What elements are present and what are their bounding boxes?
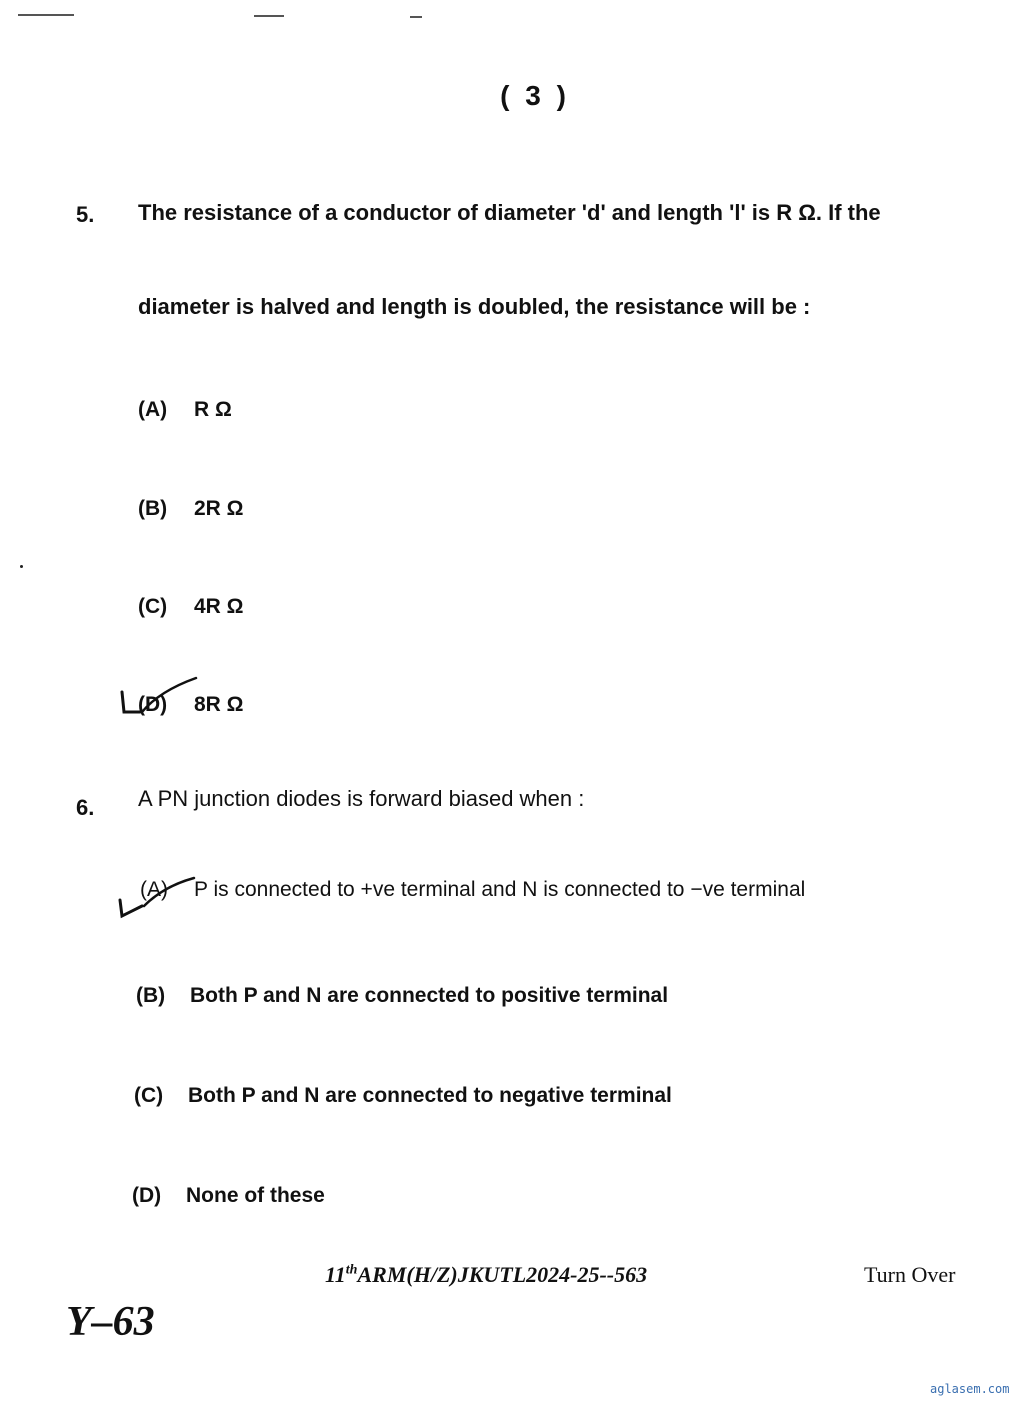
turn-over-text: Turn Over xyxy=(864,1262,956,1287)
option-text: None of these xyxy=(186,1184,325,1207)
option-text: P is connected to +ve terminal and N is connected to −ve terminal xyxy=(194,878,806,901)
question-text-line: diameter is halved and length is doubled, the resistance will be : xyxy=(138,294,811,319)
option-text: R Ω xyxy=(194,398,232,421)
option-text: 8R Ω xyxy=(194,693,244,716)
paper-code-sup: th xyxy=(345,1262,358,1278)
option-label: (D) xyxy=(132,1184,162,1207)
option-row xyxy=(132,1184,325,1208)
watermark-link[interactable]: aglasem.com xyxy=(930,1382,1010,1396)
option-text: 2R Ω xyxy=(194,497,244,520)
option-text: 4R Ω xyxy=(194,595,244,618)
series-code: Y–63 xyxy=(66,1299,155,1345)
option-label: (D) xyxy=(138,693,168,716)
scan-mark xyxy=(410,16,422,18)
option-row xyxy=(138,595,244,619)
option-row xyxy=(136,984,668,1008)
option-label: (C) xyxy=(134,1084,164,1107)
option-text: Both P and N are connected to negative terminal xyxy=(188,1084,672,1107)
question-number: 5. xyxy=(76,202,95,227)
option-label: (A) xyxy=(138,398,168,421)
option-row xyxy=(134,1084,672,1108)
option-text: Both P and N are connected to positive terminal xyxy=(190,984,669,1007)
paper-code xyxy=(325,1262,647,1288)
option-row xyxy=(138,398,232,422)
tick-mark-icon xyxy=(116,674,202,718)
page-number: ( 3 ) xyxy=(500,80,570,111)
paper-code-prefix: 11 xyxy=(325,1262,346,1287)
scan-mark xyxy=(254,15,284,17)
scan-mark xyxy=(18,14,74,16)
option-label: (A) xyxy=(140,878,168,901)
option-row xyxy=(138,497,244,521)
scan-dot xyxy=(20,565,23,568)
option-label: (B) xyxy=(138,497,168,520)
option-label: (B) xyxy=(136,984,166,1007)
question-number: 6. xyxy=(76,795,95,820)
question-text-line: The resistance of a conductor of diameter 'd' and length 'l' is R Ω. If the xyxy=(138,200,881,225)
paper-code-rest: ARM(H/Z)JKUTL2024-25--563 xyxy=(357,1262,648,1287)
option-row xyxy=(140,878,805,902)
question-text-line: A PN junction diodes is forward biased when : xyxy=(138,786,585,811)
option-label: (C) xyxy=(138,595,168,618)
tick-mark-icon xyxy=(112,872,198,922)
